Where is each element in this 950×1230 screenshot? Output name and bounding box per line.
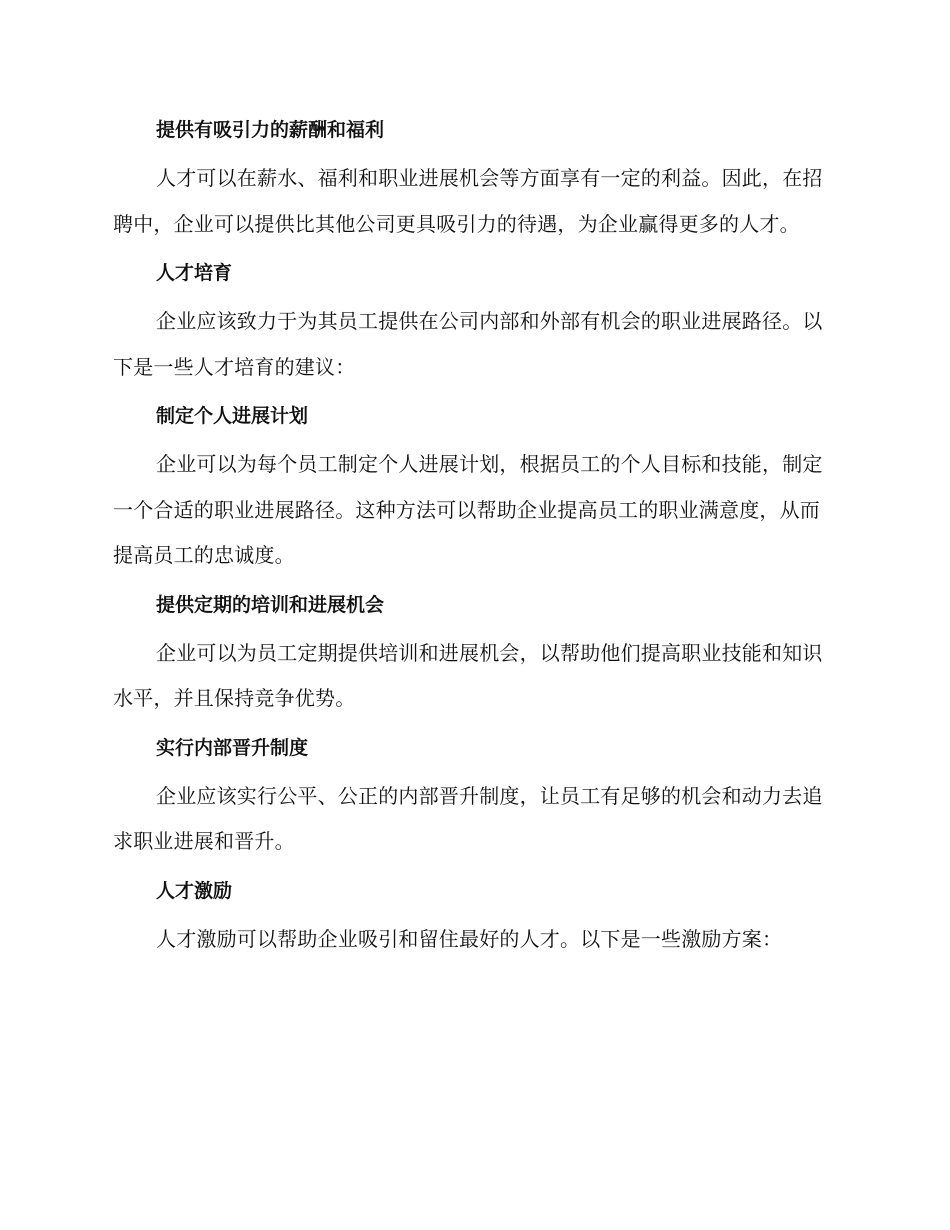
document-body <box>113 110 833 968</box>
section-paragraph: 企业可以为员工定期提供培训和进展机会，以帮助他们提高职业技能和知识水平，并且保持竞争优势。 <box>113 640 823 710</box>
section-paragraph: 企业应该实行公平、公正的内部晋升制度，让员工有足够的机会和动力去追求职业进展和晋升。 <box>113 783 823 853</box>
section-paragraph: 人才可以在薪水、福利和职业进展机会等方面享有一定的利益。因此，在招聘中，企业可以提供比其他公司更具吸引力的待遇，为企业赢得更多的人才。 <box>113 166 823 236</box>
section-paragraph: 企业应该致力于为其员工提供在公司内部和外部有机会的职业进展路径。以下是一些人才培育的建议： <box>113 309 823 379</box>
section-paragraph: 企业可以为每个员工制定个人进展计划，根据员工的个人目标和技能，制定一个合适的职业进展路径。这种方法可以帮助企业提高员工的职业满意度，从而提高员工的忠诚度。 <box>113 452 823 567</box>
section-paragraph: 人才激励可以帮助企业吸引和留住最好的人才。以下是一些激励方案： <box>156 926 783 951</box>
section-heading: 制定个人进展计划 <box>156 405 309 427</box>
section-heading: 提供定期的培训和进展机会 <box>156 593 385 616</box>
section-heading: 实行内部晋升制度 <box>156 736 309 759</box>
section-heading: 人才激励 <box>156 879 233 902</box>
section-heading: 提供有吸引力的薪酬和福利 <box>156 119 385 141</box>
section-heading: 人才培育 <box>156 262 233 284</box>
